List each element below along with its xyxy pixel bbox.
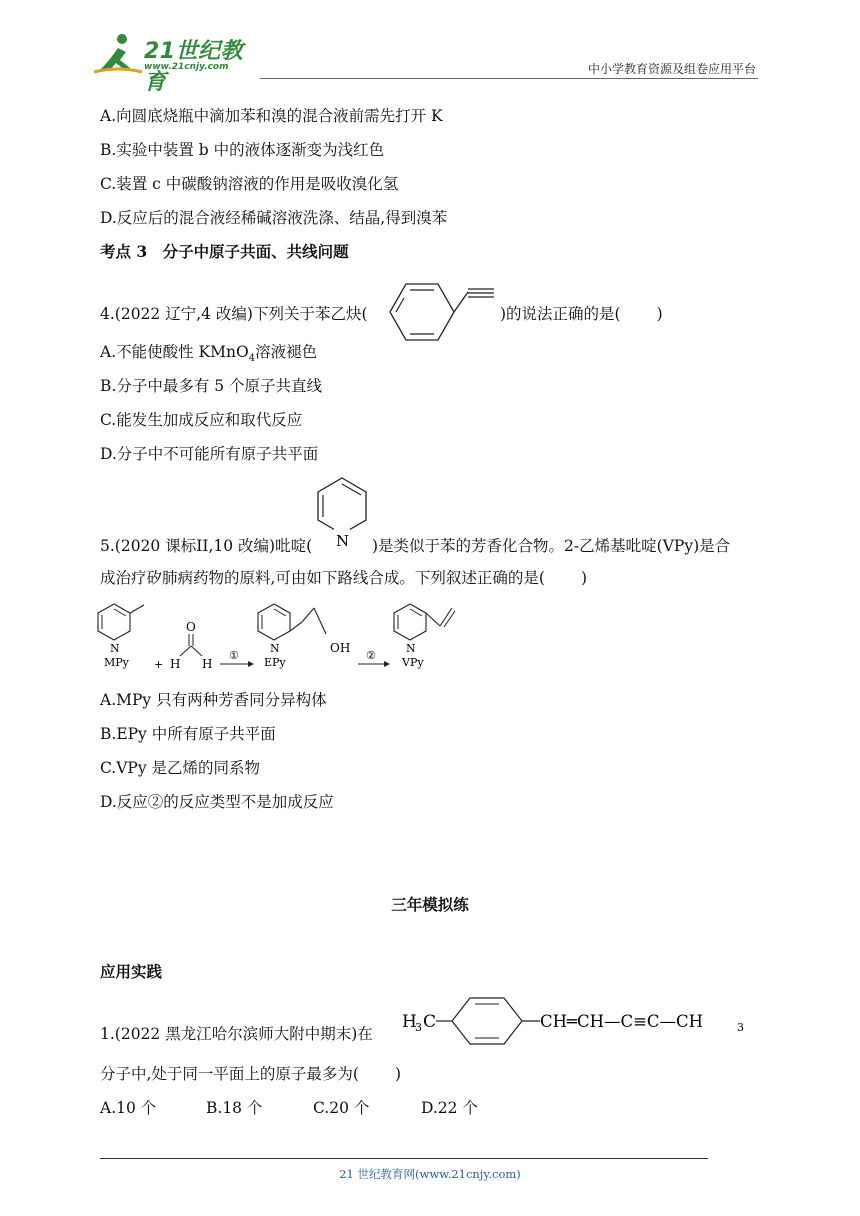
p1-formula-end-sub: 3 xyxy=(737,1021,744,1034)
p1-line2-text: 分子中,处于同一平面上的原子最多为( xyxy=(100,1065,359,1083)
synthesis-scheme xyxy=(96,596,476,676)
pyridine-structure xyxy=(312,470,372,556)
p1-option-c: C.20 个 xyxy=(313,1099,370,1117)
step-2-label: ② xyxy=(366,649,376,662)
formaldehyde-h2: H xyxy=(202,657,213,671)
q4-option-b: B.分子中最多有 5 个原子共直线 xyxy=(100,377,323,395)
formaldehyde-o: O xyxy=(186,620,196,634)
q4-option-a xyxy=(100,342,317,369)
q3-option-b: B.实验中装置 b 中的液体逐渐变为浅红色 xyxy=(100,141,385,159)
epy-n-label: N xyxy=(270,642,280,655)
footer-site-link[interactable]: 21 世纪教育网(www.21cnjy.com) xyxy=(339,1167,521,1181)
q5-option-d: D.反应②的反应类型不是加成反应 xyxy=(100,793,334,811)
logo-text: 21世纪教育 xyxy=(144,39,244,95)
practice-section-title: 三年模拟练 xyxy=(391,895,469,914)
vpy-n-label: N xyxy=(406,642,416,655)
p1-option-d: D.22 个 xyxy=(421,1099,478,1117)
q5-stem-suffix: )是类似于苯的芳香化合物。2-乙烯基吡啶(VPy)是合 xyxy=(372,537,731,555)
apply-practice-title: 应用实践 xyxy=(100,962,163,981)
pyridine-n-label: N xyxy=(336,532,350,550)
formaldehyde-h1: H xyxy=(170,657,181,671)
epy-label: EPy xyxy=(264,656,286,669)
vpy-label: VPy xyxy=(402,656,424,669)
hydroxyl-label: OH xyxy=(330,641,351,655)
q4-suffix-text: )的说法正确的是( xyxy=(500,305,621,323)
logo-url: www.21cnjy.com xyxy=(144,62,229,72)
mpy-n-label: N xyxy=(110,642,120,655)
q4-close-paren: ) xyxy=(656,305,663,323)
q4-option-a-pre: A.不能使酸性 KMnO xyxy=(100,343,249,361)
phenylacetylene-structure xyxy=(380,272,498,352)
p1-formula-h-sub: 3 xyxy=(415,1021,422,1034)
header-platform-name: 中小学教育资源及组卷应用平台 xyxy=(587,62,756,76)
q4-option-a-post: 溶液褪色 xyxy=(255,343,318,361)
q5-option-a: A.MPy 只有两种芳香同分异构体 xyxy=(100,691,327,709)
q5-option-b: B.EPy 中所有原子共平面 xyxy=(100,725,276,743)
p1-stem-line2 xyxy=(100,1064,401,1084)
footer-divider xyxy=(100,1158,708,1159)
p1-close-paren: ) xyxy=(394,1065,402,1083)
q5-close-paren: ) xyxy=(580,569,588,587)
q4-option-c: C.能发生加成反应和取代反应 xyxy=(100,411,303,429)
q3-option-a: A.向圆底烧瓶中滴加苯和溴的混合液前需先打开 K xyxy=(100,107,443,125)
q4-stem-prefix: 4.(2022 辽宁,4 改编)下列关于苯乙炔( xyxy=(100,305,368,323)
q5-option-c: C.VPy 是乙烯的同系物 xyxy=(100,759,261,777)
q5-stem-prefix: 5.(2020 课标II,10 改编)吡啶( xyxy=(100,537,313,555)
p1-molecule-structure xyxy=(400,994,760,1048)
plus-sign: + xyxy=(154,658,164,671)
mpy-label: MPy xyxy=(104,656,129,669)
p1-formula-h: H xyxy=(402,1012,417,1032)
p1-stem-prefix: 1.(2022 黑龙江哈尔滨师大附中期末)在 xyxy=(100,1025,373,1043)
p1-option-b: B.18 个 xyxy=(206,1099,263,1117)
q3-option-c: C.装置 c 中碳酸钠溶液的作用是吸收溴化氢 xyxy=(100,175,399,193)
q5-stem-line2 xyxy=(100,568,587,588)
section-3-title: 考点 3 分子中原子共面、共线问题 xyxy=(100,242,349,261)
header-divider xyxy=(260,78,758,79)
site-logo xyxy=(92,30,262,95)
q4-option-d: D.分子中不可能所有原子共平面 xyxy=(100,445,319,463)
q4-option-a-sub: 4 xyxy=(248,353,256,365)
q4-stem-suffix xyxy=(500,304,663,324)
q5-line2-text: 成治疗矽肺病药物的原料,可由如下路线合成。下列叙述正确的是( xyxy=(100,569,545,587)
p1-formula-chain: CH═CH—C≡C—CH xyxy=(540,1012,704,1031)
p1-formula-c: C xyxy=(423,1012,437,1032)
runner-logo-icon xyxy=(92,30,144,76)
step-1-label: ① xyxy=(229,649,239,662)
q3-option-d: D.反应后的混合液经稀碱溶液洗涤、结晶,得到溴苯 xyxy=(100,209,448,227)
p1-option-a: A.10 个 xyxy=(100,1099,157,1117)
